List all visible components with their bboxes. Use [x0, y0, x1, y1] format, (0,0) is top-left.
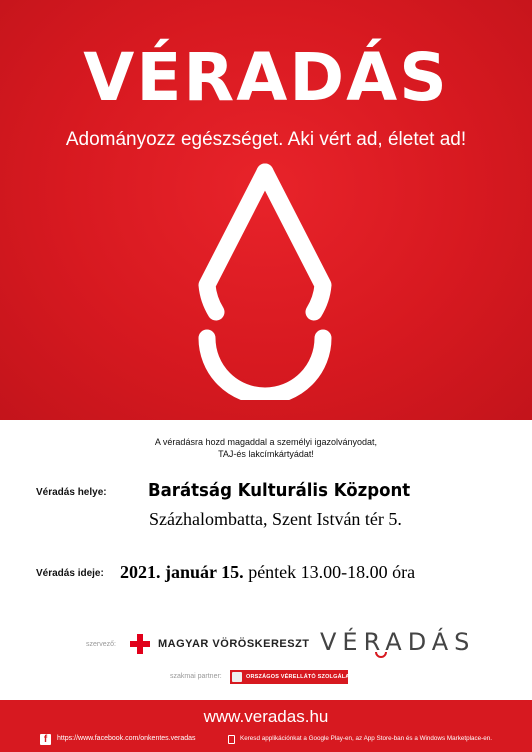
organizer-label: szervező:: [86, 641, 116, 648]
notice-line-1: A véradásra hozd magaddal a személyi igazolványodat,: [154, 437, 378, 447]
date-value: 2021. január 15.: [120, 562, 244, 582]
page-title: VÉRADÁS: [83, 39, 449, 116]
logo-drop-icon: [375, 650, 387, 660]
organizer-name: MAGYAR VÖRÖSKERESZT: [158, 638, 310, 650]
partner-label: szakmai partner:: [170, 673, 222, 680]
partner-badge: [230, 670, 353, 684]
red-cross-icon: [130, 634, 150, 654]
blood-drop-smile-icon: [185, 160, 345, 400]
time-value: péntek 13.00-18.00 óra: [243, 562, 416, 582]
partner-logo-icon: [232, 672, 242, 682]
date-line: [120, 562, 415, 583]
slogan: Adományozz egészséget. Aki vért ad, életet ad!: [65, 129, 467, 150]
veradas-logo: VÉRADÁS: [320, 628, 476, 656]
id-notice: [0, 436, 532, 460]
facebook-link[interactable]: https://www.facebook.com/onkentes.veradas: [57, 735, 196, 742]
phone-icon: [228, 735, 235, 744]
venue-label: Véradás helye:: [36, 487, 107, 498]
partner-name: ORSZÁGOS VÉRELLÁTÓ SZOLGÁLAT: [246, 674, 353, 680]
venue-name: Barátság Kulturális Központ: [148, 480, 411, 501]
date-label: Véradás ideje:: [36, 568, 104, 579]
app-info: Keresd applikációnkat a Google Play-en, az App Store-ban és a Windows Marketplace-en.: [240, 735, 493, 742]
venue-address: Százhalombatta, Szent István tér 5.: [149, 509, 402, 529]
website-link[interactable]: www.veradas.hu: [203, 707, 329, 726]
notice-line-2: TAJ-és lakcímkártyádat!: [218, 449, 314, 459]
facebook-icon[interactable]: f: [40, 734, 51, 745]
footer: [0, 700, 532, 752]
